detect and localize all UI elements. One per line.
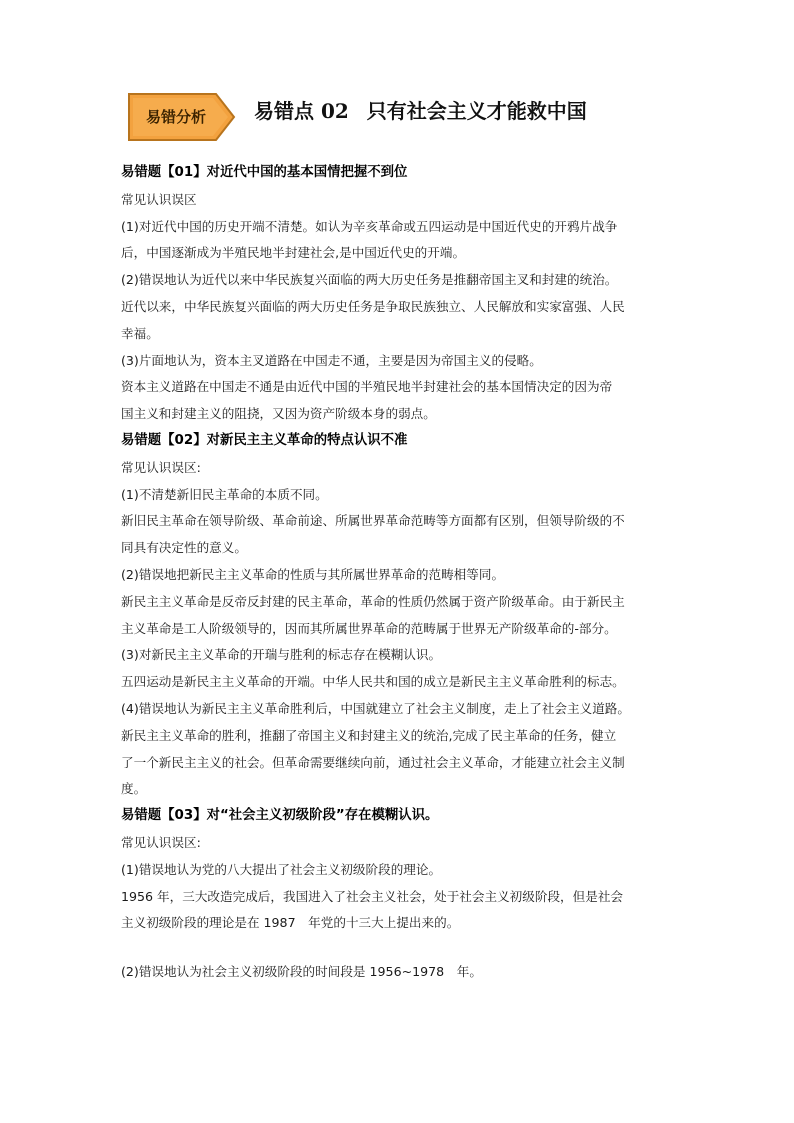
text-line: (3)对新民主主义革命的开瑞与胜利的标志存在模糊认识。: [121, 647, 442, 663]
text-line: 国主义和封建主义的阻挠，又因为资产阶级本身的弱点。: [121, 406, 436, 422]
text-line: 常见认识误区: [121, 191, 197, 207]
text-line: 常见认识误区:: [121, 834, 201, 850]
text-line: (3)片面地认为，资本主叉道路在中国走不通，主要是因为帝国主义的侵略。: [121, 352, 542, 368]
error-point-title: 只有社会主义才能救中国: [366, 99, 587, 123]
main-content: [121, 160, 681, 986]
text-line: 常见认识误区:: [121, 459, 201, 475]
text-line: 近代以来，中华民族复兴面临的两大历史任务是争取民族独立、人民解放和实家富强、人民: [121, 298, 625, 314]
text-line: (2)错误地认为近代以来中华民族复兴面临的两大历史任务是推翻帝国主叉和封建的统治。: [121, 272, 618, 288]
text-line: 同具有决定性的意义。: [121, 540, 247, 556]
text-line: 1956 年，三大改造完成后，我国进入了社会主义社会，处于社会主义初级阶段，但是社会: [121, 888, 624, 904]
blank-line: [121, 937, 681, 959]
text-line: 度。: [121, 781, 147, 797]
text-line: (4)错误地认为新民主主义革命胜利后，中国就建立了社会主义制度，走上了社会主义道路。: [121, 700, 630, 716]
text-line: (2)错误地把新民主主义革命的性质与其所属世界革命的范畴相等同。: [121, 566, 505, 582]
section-badge: [128, 93, 236, 141]
text-line: (1)对近代中国的历史开端不清楚。如认为辛亥革命或五四运动是中国近代史的开鸦片战争: [121, 218, 618, 234]
text-line: 新旧民主革命在领导阶级、革命前途、所属世界革命范畴等方面都有区别，但领导阶级的不: [121, 513, 625, 529]
text-line: 新民主主义革命的胜利，推翻了帝国主义和封建主义的统治,完成了民主革命的任务，健立: [121, 727, 617, 743]
text-line: (2)错误地认为社会主义初级阶段的时间段是 1956~1978 年。: [121, 964, 482, 980]
text-line: 后，中国逐渐成为半殖民地半封建社会,是中国近代史的开端。: [121, 245, 466, 261]
text-line: 新民主主义革命是反帝反封建的民主革命，革命的性质仍然属于资产阶级革命。由于新民主: [121, 593, 625, 609]
text-line: 主义初级阶段的理论是在 1987 年党的十三大上提出来的。: [121, 915, 460, 931]
page-title: [254, 96, 587, 126]
text-line: 五四运动是新民主主义革命的开端。中华人民共和国的成立是新民主主义革命胜利的标志。: [121, 674, 625, 690]
text-line: 资本主义道路在中国走不通是由近代中国的半殖民地半封建社会的基本国情决定的因为帝: [121, 379, 613, 395]
text-line: 主义革命是工人阶级领导的，因而其所属世界革命的范畴属于世界无产阶级革命的-部分。: [121, 620, 617, 636]
text-line: (1)错误地认为党的八大提出了社会主义初级阶段的理论。: [121, 861, 442, 877]
badge-label: 易错分析: [145, 108, 206, 126]
question-heading: 易错题【02】对新民主主义革命的特点认识不准: [121, 432, 408, 448]
text-line: (1)不清楚新旧民主革命的本质不同。: [121, 486, 328, 502]
text-line: 幸福。: [121, 325, 159, 341]
text-line: 了一个新民主主义的社会。但革命需要继续向前，通过社会主义革命，才能建立社会主义制: [121, 754, 625, 770]
question-heading: 易错题【01】对近代中国的基本国情把握不到位: [121, 165, 408, 180]
error-point-number: 易错点 02: [254, 99, 349, 123]
question-heading: 易错题【03】对“社会主义初级阶段”存在模糊认识。: [121, 808, 439, 824]
